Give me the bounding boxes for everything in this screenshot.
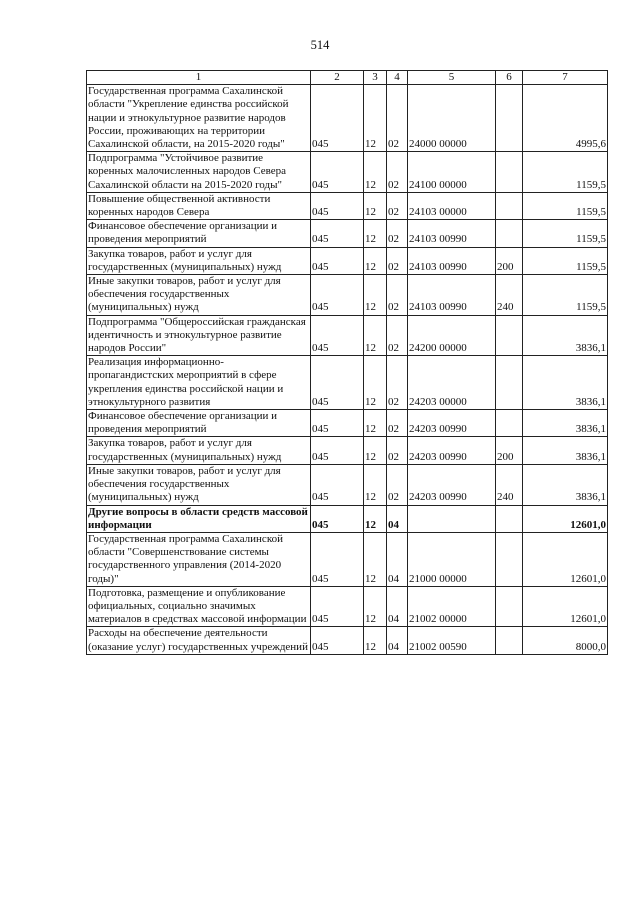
cell-c7: 12601,0 xyxy=(523,586,608,627)
cell-c6 xyxy=(496,532,523,586)
cell-c4: 02 xyxy=(387,356,408,410)
column-header: 6 xyxy=(496,71,523,85)
cell-c5: 21002 00590 xyxy=(408,627,496,654)
cell-c5 xyxy=(408,505,496,532)
cell-c5: 21000 00000 xyxy=(408,532,496,586)
cell-c5: 24203 00990 xyxy=(408,410,496,437)
page-number: 514 xyxy=(310,38,330,52)
cell-c1: Государственная программа Сахалинской области "Укрепление единства российской нации и этнокультурное развитие народов России, проживающих на территории Сахалинской области, на 2015-2020 годы" xyxy=(87,85,311,152)
table-row xyxy=(87,437,608,464)
table-row xyxy=(87,315,608,356)
cell-c2: 045 xyxy=(311,437,364,464)
cell-c4: 04 xyxy=(387,505,408,532)
cell-c4: 02 xyxy=(387,247,408,274)
cell-c7: 3836,1 xyxy=(523,437,608,464)
cell-c7: 3836,1 xyxy=(523,356,608,410)
column-header: 1 xyxy=(87,71,311,85)
cell-c5: 24203 00000 xyxy=(408,356,496,410)
column-header: 2 xyxy=(311,71,364,85)
cell-c5: 24200 00000 xyxy=(408,315,496,356)
cell-c1: Подпрограмма "Общероссийская гражданская идентичность и этнокультурное развитие народов России" xyxy=(87,315,311,356)
cell-c3: 12 xyxy=(364,152,387,193)
cell-c1: Повышение общественной активности коренных народов Севера xyxy=(87,192,311,219)
table-row xyxy=(87,220,608,247)
cell-c5: 21002 00000 xyxy=(408,586,496,627)
cell-c4: 02 xyxy=(387,315,408,356)
table-row xyxy=(87,505,608,532)
cell-c5: 24203 00990 xyxy=(408,437,496,464)
cell-c4: 02 xyxy=(387,437,408,464)
column-header: 7 xyxy=(523,71,608,85)
cell-c7: 1159,5 xyxy=(523,152,608,193)
cell-c6 xyxy=(496,192,523,219)
column-number-row xyxy=(87,71,608,85)
table-row xyxy=(87,532,608,586)
cell-c1: Подпрограмма "Устойчивое развитие коренных малочисленных народов Севера Сахалинской области на 2015-2020 годы" xyxy=(87,152,311,193)
cell-c7: 12601,0 xyxy=(523,505,608,532)
cell-c7: 1159,5 xyxy=(523,247,608,274)
cell-c6: 240 xyxy=(496,275,523,316)
cell-c4: 02 xyxy=(387,152,408,193)
cell-c5: 24103 00990 xyxy=(408,220,496,247)
cell-c6 xyxy=(496,85,523,152)
column-header: 5 xyxy=(408,71,496,85)
cell-c3: 12 xyxy=(364,627,387,654)
cell-c2: 045 xyxy=(311,464,364,505)
cell-c3: 12 xyxy=(364,220,387,247)
cell-c7: 1159,5 xyxy=(523,275,608,316)
cell-c2: 045 xyxy=(311,220,364,247)
cell-c6: 240 xyxy=(496,464,523,505)
cell-c3: 12 xyxy=(364,356,387,410)
cell-c4: 02 xyxy=(387,410,408,437)
column-header: 3 xyxy=(364,71,387,85)
cell-c2: 045 xyxy=(311,356,364,410)
cell-c2: 045 xyxy=(311,410,364,437)
table-row xyxy=(87,410,608,437)
cell-c6 xyxy=(496,315,523,356)
cell-c4: 02 xyxy=(387,192,408,219)
cell-c3: 12 xyxy=(364,586,387,627)
cell-c1: Подготовка, размещение и опубликование официальных, социально значимых материалов в средствах массовой информации xyxy=(87,586,311,627)
cell-c6 xyxy=(496,505,523,532)
cell-c3: 12 xyxy=(364,532,387,586)
column-header: 4 xyxy=(387,71,408,85)
cell-c6 xyxy=(496,586,523,627)
cell-c5: 24203 00990 xyxy=(408,464,496,505)
cell-c3: 12 xyxy=(364,315,387,356)
table-row xyxy=(87,85,608,152)
cell-c1: Другие вопросы в области средств массовой информации xyxy=(87,505,311,532)
cell-c6 xyxy=(496,356,523,410)
table-row xyxy=(87,152,608,193)
cell-c5: 24100 00000 xyxy=(408,152,496,193)
table-row xyxy=(87,586,608,627)
cell-c6 xyxy=(496,627,523,654)
cell-c3: 12 xyxy=(364,410,387,437)
cell-c2: 045 xyxy=(311,627,364,654)
cell-c7: 1159,5 xyxy=(523,220,608,247)
table-row xyxy=(87,627,608,654)
cell-c2: 045 xyxy=(311,315,364,356)
cell-c7: 1159,5 xyxy=(523,192,608,219)
cell-c6 xyxy=(496,220,523,247)
budget-table xyxy=(86,70,608,655)
cell-c7: 3836,1 xyxy=(523,464,608,505)
cell-c6 xyxy=(496,152,523,193)
cell-c3: 12 xyxy=(364,192,387,219)
cell-c6 xyxy=(496,410,523,437)
cell-c1: Реализация информационно-пропагандистских мероприятий в сфере укрепления единства российской нации и этнокультурного развития xyxy=(87,356,311,410)
cell-c1: Финансовое обеспечение организации и проведения мероприятий xyxy=(87,410,311,437)
cell-c2: 045 xyxy=(311,85,364,152)
cell-c1: Иные закупки товаров, работ и услуг для обеспечения государственных (муниципальных) нужд xyxy=(87,464,311,505)
cell-c7: 12601,0 xyxy=(523,532,608,586)
cell-c1: Закупка товаров, работ и услуг для государственных (муниципальных) нужд xyxy=(87,437,311,464)
cell-c6: 200 xyxy=(496,247,523,274)
cell-c6: 200 xyxy=(496,437,523,464)
table-row xyxy=(87,464,608,505)
table-row xyxy=(87,356,608,410)
cell-c2: 045 xyxy=(311,586,364,627)
cell-c5: 24000 00000 xyxy=(408,85,496,152)
cell-c1: Закупка товаров, работ и услуг для государственных (муниципальных) нужд xyxy=(87,247,311,274)
cell-c3: 12 xyxy=(364,247,387,274)
cell-c3: 12 xyxy=(364,85,387,152)
table-row xyxy=(87,247,608,274)
cell-c3: 12 xyxy=(364,464,387,505)
cell-c4: 04 xyxy=(387,532,408,586)
cell-c1: Иные закупки товаров, работ и услуг для обеспечения государственных (муниципальных) нужд xyxy=(87,275,311,316)
table-row xyxy=(87,192,608,219)
cell-c5: 24103 00990 xyxy=(408,275,496,316)
cell-c4: 02 xyxy=(387,220,408,247)
cell-c1: Финансовое обеспечение организации и проведения мероприятий xyxy=(87,220,311,247)
cell-c2: 045 xyxy=(311,192,364,219)
cell-c2: 045 xyxy=(311,275,364,316)
cell-c2: 045 xyxy=(311,247,364,274)
cell-c1: Государственная программа Сахалинской области "Совершенствование системы государственного управления (2014-2020 годы)" xyxy=(87,532,311,586)
cell-c4: 02 xyxy=(387,85,408,152)
cell-c5: 24103 00000 xyxy=(408,192,496,219)
table-row xyxy=(87,275,608,316)
cell-c3: 12 xyxy=(364,505,387,532)
cell-c2: 045 xyxy=(311,532,364,586)
cell-c4: 02 xyxy=(387,275,408,316)
cell-c2: 045 xyxy=(311,505,364,532)
cell-c4: 02 xyxy=(387,464,408,505)
cell-c7: 8000,0 xyxy=(523,627,608,654)
cell-c3: 12 xyxy=(364,437,387,464)
cell-c1: Расходы на обеспечение деятельности (оказание услуг) государственных учреждений xyxy=(87,627,311,654)
cell-c3: 12 xyxy=(364,275,387,316)
cell-c4: 04 xyxy=(387,586,408,627)
cell-c7: 4995,6 xyxy=(523,85,608,152)
cell-c5: 24103 00990 xyxy=(408,247,496,274)
cell-c7: 3836,1 xyxy=(523,410,608,437)
cell-c2: 045 xyxy=(311,152,364,193)
cell-c7: 3836,1 xyxy=(523,315,608,356)
cell-c4: 04 xyxy=(387,627,408,654)
